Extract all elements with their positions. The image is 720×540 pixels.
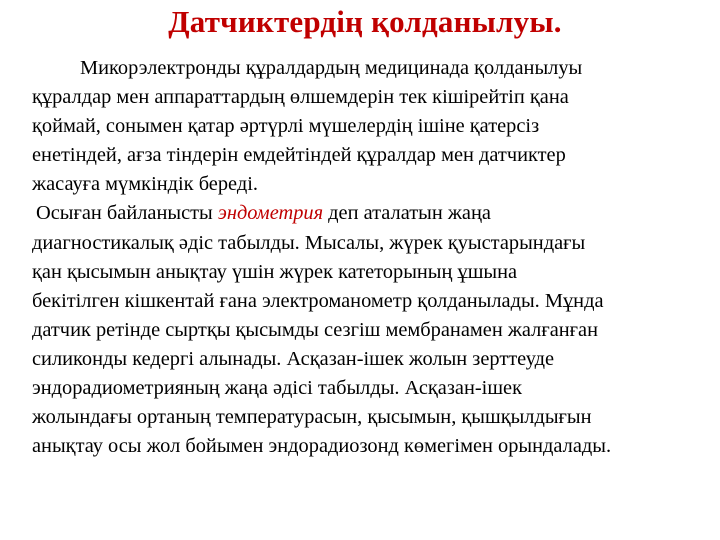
paragraph-2-line: анықтау осы жол бойымен эндорадиозонд көмегімен орындалады. bbox=[32, 435, 612, 458]
paragraph-1 bbox=[32, 54, 715, 199]
paragraph-2-line-end: деп аталатын жаңа bbox=[323, 202, 491, 225]
slide-body bbox=[32, 54, 715, 461]
paragraph-2-line: датчик ретінде сыртқы қысымды сезгіш мембранамен жалғанған bbox=[32, 318, 598, 341]
slide-title: Датчиктердің қолданылуы. bbox=[168, 4, 562, 39]
paragraph-1-line: енетіндей, ағза тіндерін емдейтіндей құралдар мен датчиктер bbox=[32, 144, 566, 167]
paragraph-1-line: қоймай, сонымен қатар әртүрлі мүшелердің ішіне қатерсіз bbox=[32, 115, 540, 138]
paragraph-2-line: силиконды кедергі алынады. Асқазан-ішек жолын зерттеуде bbox=[32, 347, 555, 370]
paragraph-2-line: диагностикалық әдіс табылды. Мысалы, жүрек қуыстарындағы bbox=[32, 231, 586, 254]
paragraph-2-line: қан қысымын анықтау үшін жүрек катеторының ұшына bbox=[32, 260, 518, 283]
highlighted-term: эндометрия bbox=[217, 202, 324, 225]
paragraph-1-line: Микорэлектронды құралдардың медицинада қолданылуы bbox=[80, 57, 583, 79]
paragraph-2-line-start: Осыған байланысты bbox=[36, 202, 218, 225]
paragraph-1-line: құралдар мен аппараттардың өлшемдерін тек кішірейтіп қана bbox=[32, 86, 569, 109]
paragraph-2-first-line bbox=[32, 199, 715, 228]
paragraph-2-line: эндорадиометрияның жаңа әдісі табылды. Асқазан-ішек bbox=[32, 377, 522, 400]
paragraph-2-line: жолындағы ортаның температурасын, қысымын, қышқылдығын bbox=[32, 406, 592, 429]
paragraph-2 bbox=[32, 199, 715, 461]
paragraph-2-line: бекітілген кішкентай ғана электроманометр қолданылады. Мұнда bbox=[32, 289, 604, 312]
paragraph-1-line: жасауға мүмкіндік береді. bbox=[32, 173, 258, 196]
